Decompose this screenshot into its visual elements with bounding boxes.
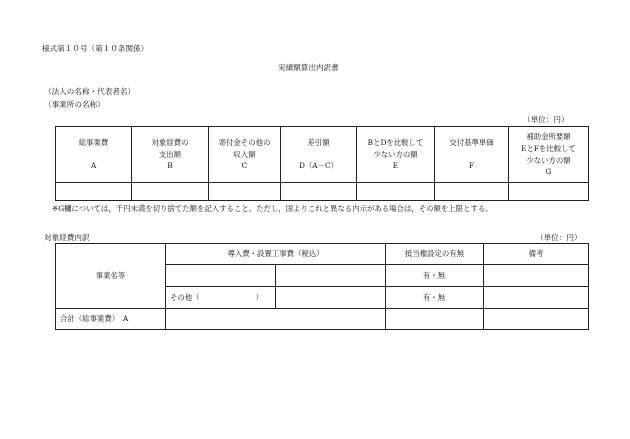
value-cell-b[interactable]	[132, 183, 209, 201]
header-net-amount: 差引額 D（A－C）	[281, 127, 357, 183]
value-cell-f[interactable]	[435, 183, 509, 201]
section-title: 対象経費内訳	[44, 233, 90, 242]
mortgage-choice-other[interactable]: 有・無	[386, 287, 484, 309]
table2-unit: （単位：円）	[536, 233, 582, 242]
expense-breakdown-table	[55, 243, 589, 330]
value-cell-g[interactable]	[509, 183, 589, 201]
header-donation-income: 寄付金その他の 収入額 C	[209, 127, 281, 183]
form-number: 様式第１０号（第１０条関係）	[42, 44, 149, 53]
table1-note: ※G欄については，千円未満を切り捨てた額を記入すること。ただし，国よりこれと異なる内示がある場合は，その額を上限とする。	[52, 204, 493, 213]
header-subsidy-required: 補助金所要額 EとFを比較して 少ない方の額 G	[509, 127, 589, 183]
applicant-label: （法人の名称・代表者名）	[44, 87, 136, 96]
document-title: 実績額算出内訳書	[278, 63, 339, 72]
other-label: その他（	[170, 292, 200, 302]
total-remarks-cell[interactable]	[484, 309, 589, 330]
header-install-cost: 導入費・設置工事費（税込）	[166, 244, 386, 265]
table1-unit: （単位：円）	[523, 115, 569, 124]
total-amount-cell[interactable]	[166, 309, 386, 330]
header-mortgage: 抵当権設定の有無	[386, 244, 484, 265]
value-cell-e[interactable]	[357, 183, 435, 201]
header-total-cost: 総事業費 A	[56, 127, 132, 183]
remarks-cell[interactable]	[484, 265, 589, 287]
header-eligible-expense: 対象経費の 支出額 B	[132, 127, 209, 183]
other-item-cell[interactable]	[166, 287, 276, 309]
total-mortgage-cell[interactable]	[386, 309, 484, 330]
value-cell-d[interactable]	[281, 183, 357, 201]
expense-summary-table	[55, 126, 589, 201]
other-amount-cell[interactable]	[276, 287, 386, 309]
value-cell-c[interactable]	[209, 183, 281, 201]
cost-item-cell[interactable]	[166, 265, 276, 287]
header-unit-price: 交付基準単価 F	[435, 127, 509, 183]
header-lesser-bd: BとDを比較して 少ない方の額 E	[357, 127, 435, 183]
remarks-cell-other[interactable]	[484, 287, 589, 309]
value-cell-a[interactable]	[56, 183, 132, 201]
header-remarks: 備考	[484, 244, 589, 265]
cost-amount-cell[interactable]	[276, 265, 386, 287]
business-name-label: 事業名等	[56, 244, 166, 309]
total-label: 合計（総事業費） A	[56, 309, 166, 330]
other-close: ）	[255, 292, 263, 302]
mortgage-choice[interactable]: 有・無	[386, 265, 484, 287]
office-label: （事業所の名称）	[44, 100, 105, 109]
